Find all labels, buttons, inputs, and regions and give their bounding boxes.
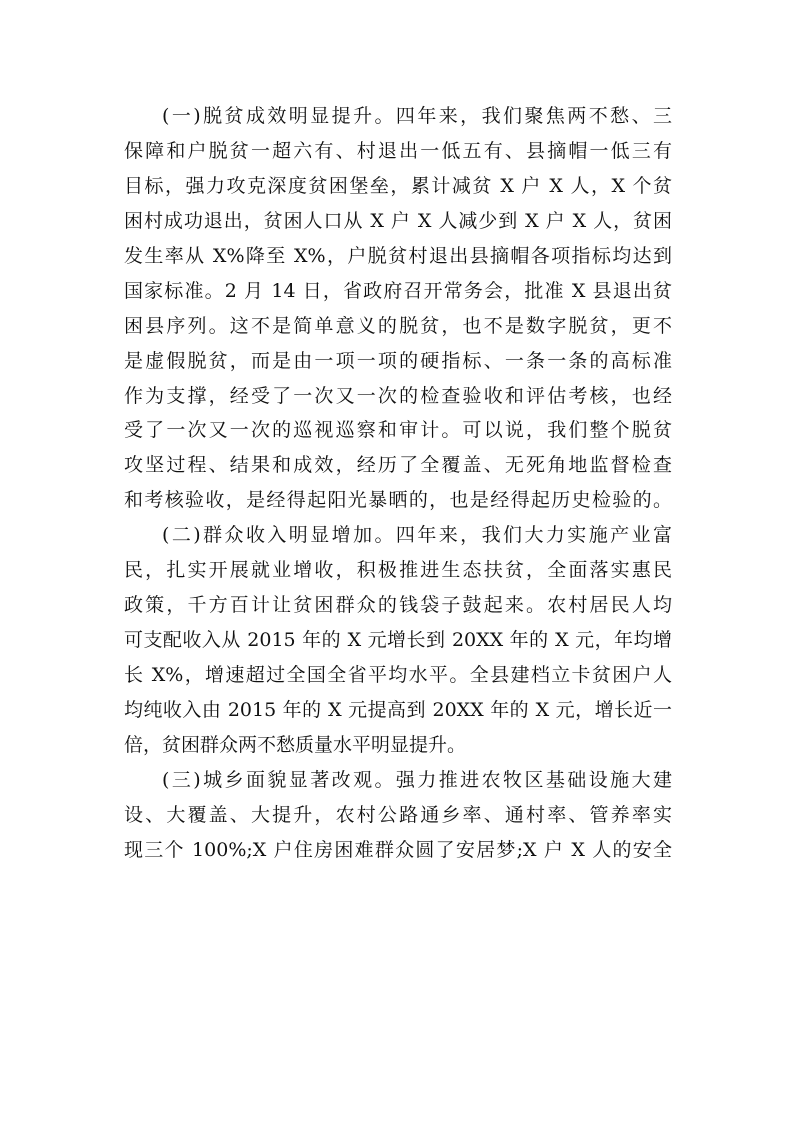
text-line: 国家标准。2 月 14 日，省政府召开常务会，批准 X 县退出贫 xyxy=(124,279,672,302)
text-line: (一)脱贫成效明显提升。四年来，我们聚焦两不愁、三 xyxy=(162,105,672,127)
paragraph-3 xyxy=(124,763,672,868)
text-line: 攻坚过程、结果和成效，经历了全覆盖、无死角地监督检查 xyxy=(124,454,672,477)
text-line: (二)群众收入明显增加。四年来，我们大力实施产业富 xyxy=(162,524,672,547)
text-line: 设、大覆盖、大提升，农村公路通乡率、通村率、管养率实 xyxy=(124,803,672,826)
text-line: 困县序列。这不是简单意义的脱贫，也不是数字脱贫，更不 xyxy=(124,314,672,337)
text-line: 作为支撑，经受了一次又一次的检查验收和评估考核，也经 xyxy=(124,384,672,407)
text-line: 困村成功退出，贫困人口从 X 户 X 人减少到 X 户 X 人，贫困 xyxy=(124,209,672,232)
text-line: 目标，强力攻克深度贫困堡垒，累计减贫 X 户 X 人，X 个贫 xyxy=(124,174,672,197)
document-body xyxy=(124,99,672,868)
text-line: 是虚假脱贫，而是由一项一项的硬指标、一条一条的高标准 xyxy=(124,349,672,372)
paragraph-2 xyxy=(124,518,672,763)
text-line: (三)城乡面貌显著改观。强力推进农牧区基础设施大建 xyxy=(162,768,672,791)
text-line: 发生率从 X%降至 X%，户脱贫村退出县摘帽各项指标均达到 xyxy=(124,244,672,267)
paragraph-1 xyxy=(124,99,672,518)
text-line: 可支配收入从 2015 年的 X 元增长到 20XX 年的 X 元，年均增 xyxy=(124,629,672,652)
text-line: 现三个 100%;X 户住房困难群众圆了安居梦;X 户 X 人的安全 xyxy=(124,838,672,861)
text-line: 倍，贫困群众两不愁质量水平明显提升。 xyxy=(124,733,467,756)
text-line: 政策，千方百计让贫困群众的钱袋子鼓起来。农村居民人均 xyxy=(124,594,672,617)
text-line: 保障和户脱贫一超六有、村退出一低五有、县摘帽一低三有 xyxy=(124,139,672,162)
text-line: 和考核验收，是经得起阳光暴晒的，也是经得起历史检验的。 xyxy=(124,489,672,512)
text-line: 均纯收入由 2015 年的 X 元提高到 20XX 年的 X 元，增长近一 xyxy=(124,698,672,721)
text-line: 长 X%，增速超过全国全省平均水平。全县建档立卡贫困户人 xyxy=(124,664,672,686)
text-line: 民，扎实开展就业增收，积极推进生态扶贫，全面落实惠民 xyxy=(124,559,672,582)
text-line: 受了一次又一次的巡视巡察和审计。可以说，我们整个脱贫 xyxy=(124,419,672,442)
